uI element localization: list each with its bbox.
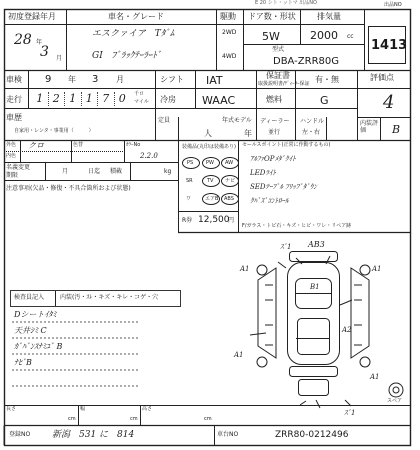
equipment-airbag-label: エアB: [205, 196, 219, 202]
length-unit: cm: [68, 416, 76, 422]
sales-point: ｸﾊﾞｽﾞｺﾝﾄﾛｰﾙ: [250, 197, 289, 205]
chassis-value: ZRR80-0212496: [275, 430, 349, 440]
interior-label: 内装評価: [360, 120, 379, 134]
inspector-note: ﾅﾋﾞB: [14, 358, 32, 367]
month-unit: 月: [56, 55, 63, 62]
model-name: エスクァイア Tﾀﾞﾑ: [92, 29, 175, 39]
equipment-abs: [221, 193, 239, 205]
interior-value: B: [392, 123, 401, 136]
ac-value: WAAC: [202, 94, 236, 107]
warranty-value: 有・無: [315, 75, 339, 84]
ac-label: 冷房: [160, 95, 176, 104]
equipment-grid: [182, 155, 238, 211]
mileage-digit: 0: [114, 92, 131, 106]
doors-value: 5W: [262, 30, 280, 43]
mileage-unit-top: 千ロ: [134, 91, 145, 97]
mileage-digits: [32, 92, 130, 106]
reg-no-value: 新潟 531 に 814: [52, 430, 135, 440]
equipment-navi-label: ナビ: [225, 178, 236, 184]
warranty-label: 保証書: [266, 71, 290, 80]
deadline-day: 日迄: [88, 168, 101, 175]
mileage-digit: 1: [36, 92, 44, 105]
shaken-year-unit: 年: [68, 75, 76, 84]
damage-mark: ｽﾞ1: [344, 409, 356, 417]
equipment-tv-label: TV: [207, 178, 214, 184]
load-label: 積載: [110, 168, 123, 175]
width-unit: cm: [130, 416, 138, 422]
color-change-label: 色替: [73, 142, 84, 148]
shift-value: IAT: [206, 74, 223, 87]
mileage-digit: 1: [81, 92, 98, 106]
model-year-unit: 年: [244, 129, 252, 138]
usage-sub: 自家用・レンタ・事業用（ ）: [14, 128, 94, 134]
spare-label: スペア: [387, 398, 403, 404]
year-unit: 年: [36, 39, 43, 46]
shift-label: シフト: [160, 75, 184, 84]
inspector-note: ｶﾞﾊﾞﾝｽﾅﾐﾕﾞ B: [14, 342, 63, 351]
warranty-sub: 取扱説明書/ﾃﾞｨｰﾗｰ保証: [258, 81, 310, 87]
equipment-airbag: [202, 193, 220, 205]
name-change-label: 名義変更: [6, 164, 31, 171]
capacity-unit: 人: [204, 129, 212, 138]
sales-points-label: セールスポイント(正常に作動するもの): [242, 142, 331, 148]
color-code-label: ｶﾗｰNo: [126, 142, 141, 148]
sales-point: SEDﾃｰﾌﾞﾙ ﾌﾘｯﾌﾟﾀﾞｳﾝ: [250, 183, 317, 191]
height-label: 高さ: [142, 406, 153, 412]
steering-value: 左・右: [302, 129, 321, 136]
first-reg-month: 3: [40, 44, 49, 60]
top-line: E 20 シト・ットマ 出品NO: [255, 0, 317, 6]
recycle-unit: 円: [228, 217, 235, 224]
sales-points-footer: F/ガラス・トピ石・キズ・ヒビ・ワレ・リペア跡: [242, 223, 352, 229]
damage-mark: A1: [370, 373, 380, 381]
exterior-color-value: クロ: [28, 141, 44, 150]
displacement-value: 2000: [310, 29, 338, 42]
damage-mark: ｽﾞ1: [280, 243, 292, 251]
mileage-digit: 2: [48, 92, 65, 106]
height-unit: cm: [204, 416, 212, 422]
damage-mark: A2: [342, 326, 352, 334]
car-diagram: [250, 252, 403, 409]
recycle-value: 12,500: [198, 215, 230, 225]
model-grade-label: 車名・グレード: [108, 12, 164, 21]
score-value: 4: [383, 92, 395, 113]
drive-label: 駆動: [220, 12, 236, 21]
mileage-digit: 1: [64, 92, 81, 106]
inspector-label: 検査員記入: [14, 294, 45, 301]
shaken-month-unit: 月: [116, 75, 124, 84]
equipment-sr-label: SR: [186, 178, 193, 184]
damage-mark: A1: [234, 351, 244, 359]
load-unit: kg: [164, 168, 172, 175]
reg-no-label: 登録NO: [9, 431, 31, 438]
equipment-label: 装備品(丸印は装備あり): [182, 144, 236, 150]
equipment-wa-label: ワ: [186, 196, 192, 202]
chassis-label: 車台NO: [217, 431, 239, 438]
equipment-pw: [202, 157, 220, 169]
drive-4wd: 4WD: [222, 53, 237, 60]
color-code-value: 2.2.0: [140, 152, 158, 160]
fuel-label: 燃料: [266, 95, 282, 104]
equipment-aw-label: AW: [225, 160, 234, 166]
model-year-label: 年式モデル: [222, 117, 252, 124]
model-code: DBA-ZRR80G: [273, 56, 340, 67]
shaken-label: 車検: [6, 75, 22, 84]
damage-mark: A1: [240, 265, 250, 273]
lot-box: [368, 26, 406, 64]
damage-mark: AB3: [308, 240, 325, 249]
deadline-label: 期限: [6, 172, 19, 179]
deadline-month: 月: [62, 168, 69, 175]
sales-point: ｱﾙﾌｧOPﾒﾀﾞｸｲﾄ: [250, 155, 296, 163]
equipment-ps-label: PS: [187, 160, 194, 166]
first-reg-label: 初度登録年月: [8, 12, 56, 21]
inspector-legend: 内装(汚・ｽﾚ・キズ・キレ・コゲ・穴: [60, 294, 159, 301]
shaken-month: 3: [92, 74, 99, 85]
width-label: 幅: [80, 406, 86, 412]
shaken-year: 9: [45, 74, 52, 85]
equipment-tv: [202, 175, 220, 187]
equipment-ps: [182, 157, 200, 169]
recycle-label: R券: [182, 217, 193, 224]
drive-2wd: 2WD: [222, 29, 237, 36]
steering-label: ハンドル: [300, 118, 325, 125]
equipment-navi: [221, 175, 239, 187]
dealer-value: 並行: [268, 129, 281, 136]
damage-mark: A1: [372, 265, 382, 273]
displacement-label: 排気量: [317, 12, 341, 21]
lot-number: 1413: [371, 38, 408, 53]
exterior-color-label: 外色: [6, 142, 17, 148]
equipment-pw-label: PW: [206, 160, 214, 166]
inspector-note: 天井ｼﾐ C: [14, 326, 47, 335]
fuel-value: G: [320, 94, 329, 107]
capacity-label: 定員: [158, 117, 171, 124]
displacement-unit: cc: [347, 33, 354, 40]
notes-label: 注意事項(欠品・修復・不具合箇所および状態): [6, 185, 131, 192]
interior-color-label: 内色: [6, 153, 17, 159]
mileage-digit: 7: [97, 92, 114, 106]
grade-name: GI ﾌﾞﾗｯｸﾃｰﾗｰﾄﾞ: [92, 51, 162, 61]
dealer-label: ディーラー: [260, 118, 290, 125]
equipment-aw: [221, 157, 239, 169]
equipment-abs-label: ABS: [224, 196, 234, 202]
lot-label: 出品NO: [384, 2, 402, 8]
first-reg-value: 28: [14, 32, 32, 48]
usage-label: 車歴: [6, 113, 22, 122]
mileage-unit-bottom: マイル: [134, 99, 149, 105]
model-type-label: 型式: [272, 46, 285, 53]
score-label: 評価点: [370, 73, 394, 82]
length-label: 長さ: [6, 406, 17, 412]
inspector-note: Dシートｲﾀﾐ: [14, 310, 57, 319]
mileage-label: 走行: [6, 95, 22, 104]
sales-point: LEDﾗｲﾄ: [250, 169, 276, 177]
doors-label: ドア数・形状: [248, 12, 296, 21]
damage-mark: B1: [310, 283, 320, 291]
